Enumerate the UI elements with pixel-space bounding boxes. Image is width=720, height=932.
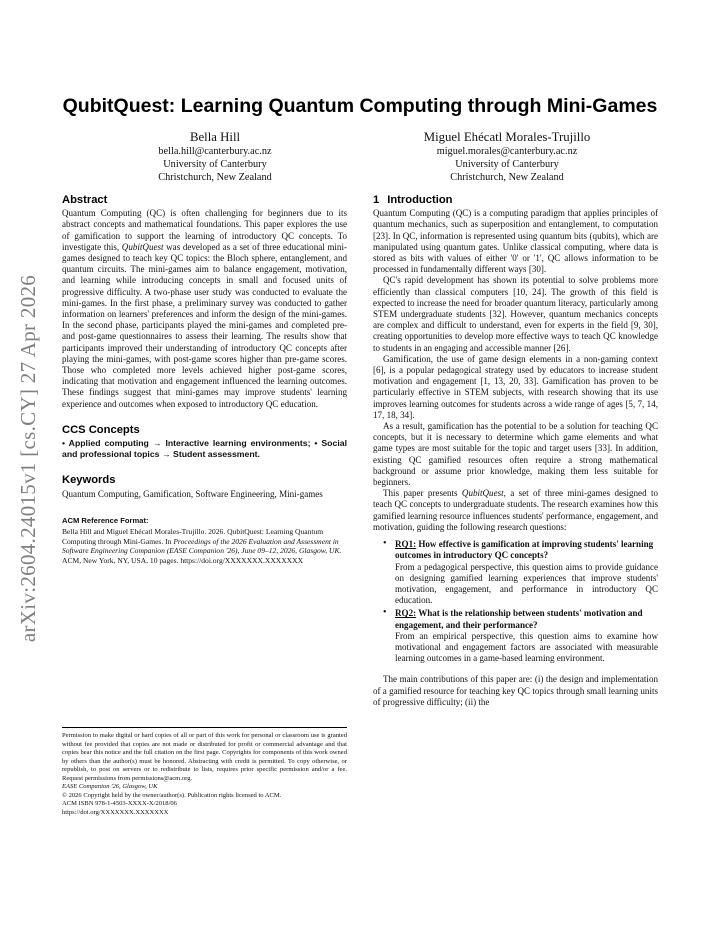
- abstract-text: Quantum Computing (QC) is often challenging for beginners due to its abstract concepts and mathematical foundations. This paper explores the use of gamification to support the learning of introductory QC concepts. To investigate this, QubitQuest was developed as a set of three educational mini-games designed to teach key QC topics: the Bloch sphere, entanglement, and quantum circuits. The mini-games aim to balance engagement, motivation, and learning while introducing concepts in small and focused units of progressive difficulty. A two-phase user study was conducted to evaluate the mini-games. In the first phase, a preliminary survey was conducted to gather information on learners' preferences and inform the design of the mini-games. In the second phase, participants played the mini-games and completed pre- and post-game questionnaires to assess their learning. The results show that participants improved their understanding of introductory QC concepts after playing the mini-games, with post-game scores higher than pre-game scores. Those who completed more levels achieved higher post-game scores, indicating that motivation and engagement influenced the learning outcomes. These findings suggest that mini-games may improve students' learning experience and outcomes when exposed to introductory QC education.: [62, 208, 347, 409]
- isbn-line: ACM ISBN 978-1-4503-XXXX-X/2018/06: [62, 800, 177, 807]
- research-questions-list: [373, 539, 658, 664]
- list-item: • RQ2: What is the relationship between students' motivation and engagement, and their performance? From an empirical perspective, this question aims to examine how motivational and engagement factors are associated with measurable learning outcomes in a game-based learning environment.: [383, 607, 658, 664]
- author-email: bella.hill@canterbury.ac.nz: [158, 146, 272, 157]
- paper-title: QubitQuest: Learning Quantum Computing through Mini-Games: [62, 95, 658, 117]
- intro-paragraph-2: QC's rapid development has shown its potential to solve problems more efficiently than classical computers [10, 24]. The growth of this field is expected to increase the need for broader quantum literacy, particularly among STEM undergraduate students [32]. However, quantum mechanics concepts are complex and difficult to understand, even for experts in the field [9, 30], creating opportunities to develop more effective ways to teach QC knowledge to students in an engaging and accessible manner [26].: [373, 275, 658, 353]
- rq1-description: From a pedagogical perspective, this question aims to provide guidance on designing gamified learning experiences that improve students' motivation, engagement, and performance in introductory QC education.: [395, 561, 658, 606]
- author-location: Christchurch, New Zealand: [158, 172, 272, 184]
- author-email: miguel.morales@canterbury.ac.nz: [436, 146, 578, 157]
- permission-notice: [62, 727, 347, 817]
- left-column: [62, 195, 347, 566]
- introduction-heading: 1 Introduction: [373, 194, 453, 206]
- permission-text: Permission to make digital or hard copies of all or part of this work for personal or classroom use is granted without fee provided that copies are not made or distributed for profit or commercial advantage and that copies bear this notice and the full citation on the first page. Copyrights for components of this work owned by others than the author(s) must be honored. Abstracting with credit is permitted. To copy otherwise, or republish, to post on servers or to redistribute to lists, requires prior specific permission and/or a fee. Request permissions from permissions@acm.org.: [62, 732, 347, 782]
- intro-paragraph-3: Gamification, the use of game design elements in a non-gaming context [6], is a popular pedagogical strategy used by educators to increase student motivation and engagement [1, 13, 20, 33]. Gamification has proven to be particularly effective in STEM subjects, with research showing that its use improves learning outcomes for students across a wide range of ages [5, 7, 14, 17, 18, 34].: [373, 353, 658, 420]
- author-location: Christchurch, New Zealand: [450, 172, 564, 184]
- intro-paragraph-1: Quantum Computing (QC) is a computing paradigm that applies principles of quantum mechanics, such as superposition and entanglement, to computation [23]. In QC, information is represented using quantum bits (qubits), which are manipulated using quantum gates. Unlike classical computing, where data is stored as bits with values of either '0' or '1', QC allows information to be processed in fundamentally different ways [30].: [373, 208, 658, 275]
- acm-reference-text: Bella Hill and Miguel Ehécatl Morales-Trujillo. 2026. QubitQuest: Learning Quantum Computing through Mini-Games. In Proceedings of the 2026 Evaluation and Assessment in Software Engineering Companion (EASE Companion '26), June 09–12, 2026, Glasgow, UK. ACM, New York, NY, USA, 10 pages. https://doi.org/XXXXXXX.XXXXXXX: [62, 527, 342, 566]
- author-affiliation: University of Canterbury: [455, 159, 559, 171]
- doi-link[interactable]: https://doi.org/XXXXXXX.XXXXXXX: [62, 808, 169, 816]
- list-item: • RQ1: How effective is gamification at improving students' learning outcomes in introductory QC concepts? From a pedagogical perspective, this question aims to provide guidance on designing gamified learning experiences that improve students' motivation, engagement, and performance in introductory QC education.: [383, 538, 658, 606]
- author-name: Miguel Ehécatl Morales-Trujillo: [423, 130, 591, 144]
- ccs-concepts: • Applied computing → Interactive learning environments; • Social and professional topics → Student assessment.: [62, 438, 347, 460]
- copyright-line: © 2026 Copyright held by the owner/author(s). Publication rights licensed to ACM.: [62, 791, 282, 799]
- rq2-description: From an empirical perspective, this question aims to examine how motivational and engagement factors are associated with measurable learning outcomes in a game-based learning environment.: [395, 630, 658, 664]
- keywords-heading: Keywords: [62, 474, 116, 487]
- author-affiliation: University of Canterbury: [163, 159, 267, 171]
- arxiv-watermark: [6, 248, 52, 668]
- author-name: Bella Hill: [189, 130, 241, 144]
- intro-paragraph-6: The main contributions of this paper are: (i) the design and implementation of a gamified resource for teaching key QC topics through small learning units of progressive difficulty; (ii) the: [373, 674, 658, 707]
- intro-paragraph-5: This paper presents QubitQuest, a set of three mini-games designed to teach QC concepts to undergraduate students. The research examines how this gamified learning resource influences students' performance, engagement, and motivation, guiding the following research questions:: [373, 488, 658, 532]
- ccs-heading: CCS Concepts: [62, 423, 140, 436]
- author-block-2: [362, 129, 652, 185]
- acm-reference-heading: ACM Reference Format:: [62, 515, 149, 525]
- keywords-text: Quantum Computing, Gamification, Software Engineering, Mini-games: [62, 488, 323, 499]
- abstract-heading: Abstract: [62, 194, 108, 206]
- venue-line: EASE Companion '26, Glasgow, UK: [62, 783, 158, 790]
- arxiv-identifier: arXiv:2604.24015v1 [cs.CY] 27 Apr 2026: [16, 274, 41, 642]
- intro-paragraph-4: As a result, gamification has the potential to be a solution for teaching QC concepts, but it is necessary to determine which game elements and what game types are most suitable for the topic and target users [33]. In addition, existing QC gamified resources often require a strong mathematical background or assume prior knowledge, making them less suitable for beginners.: [373, 421, 658, 488]
- right-column: [373, 195, 658, 708]
- author-block-1: [70, 129, 360, 185]
